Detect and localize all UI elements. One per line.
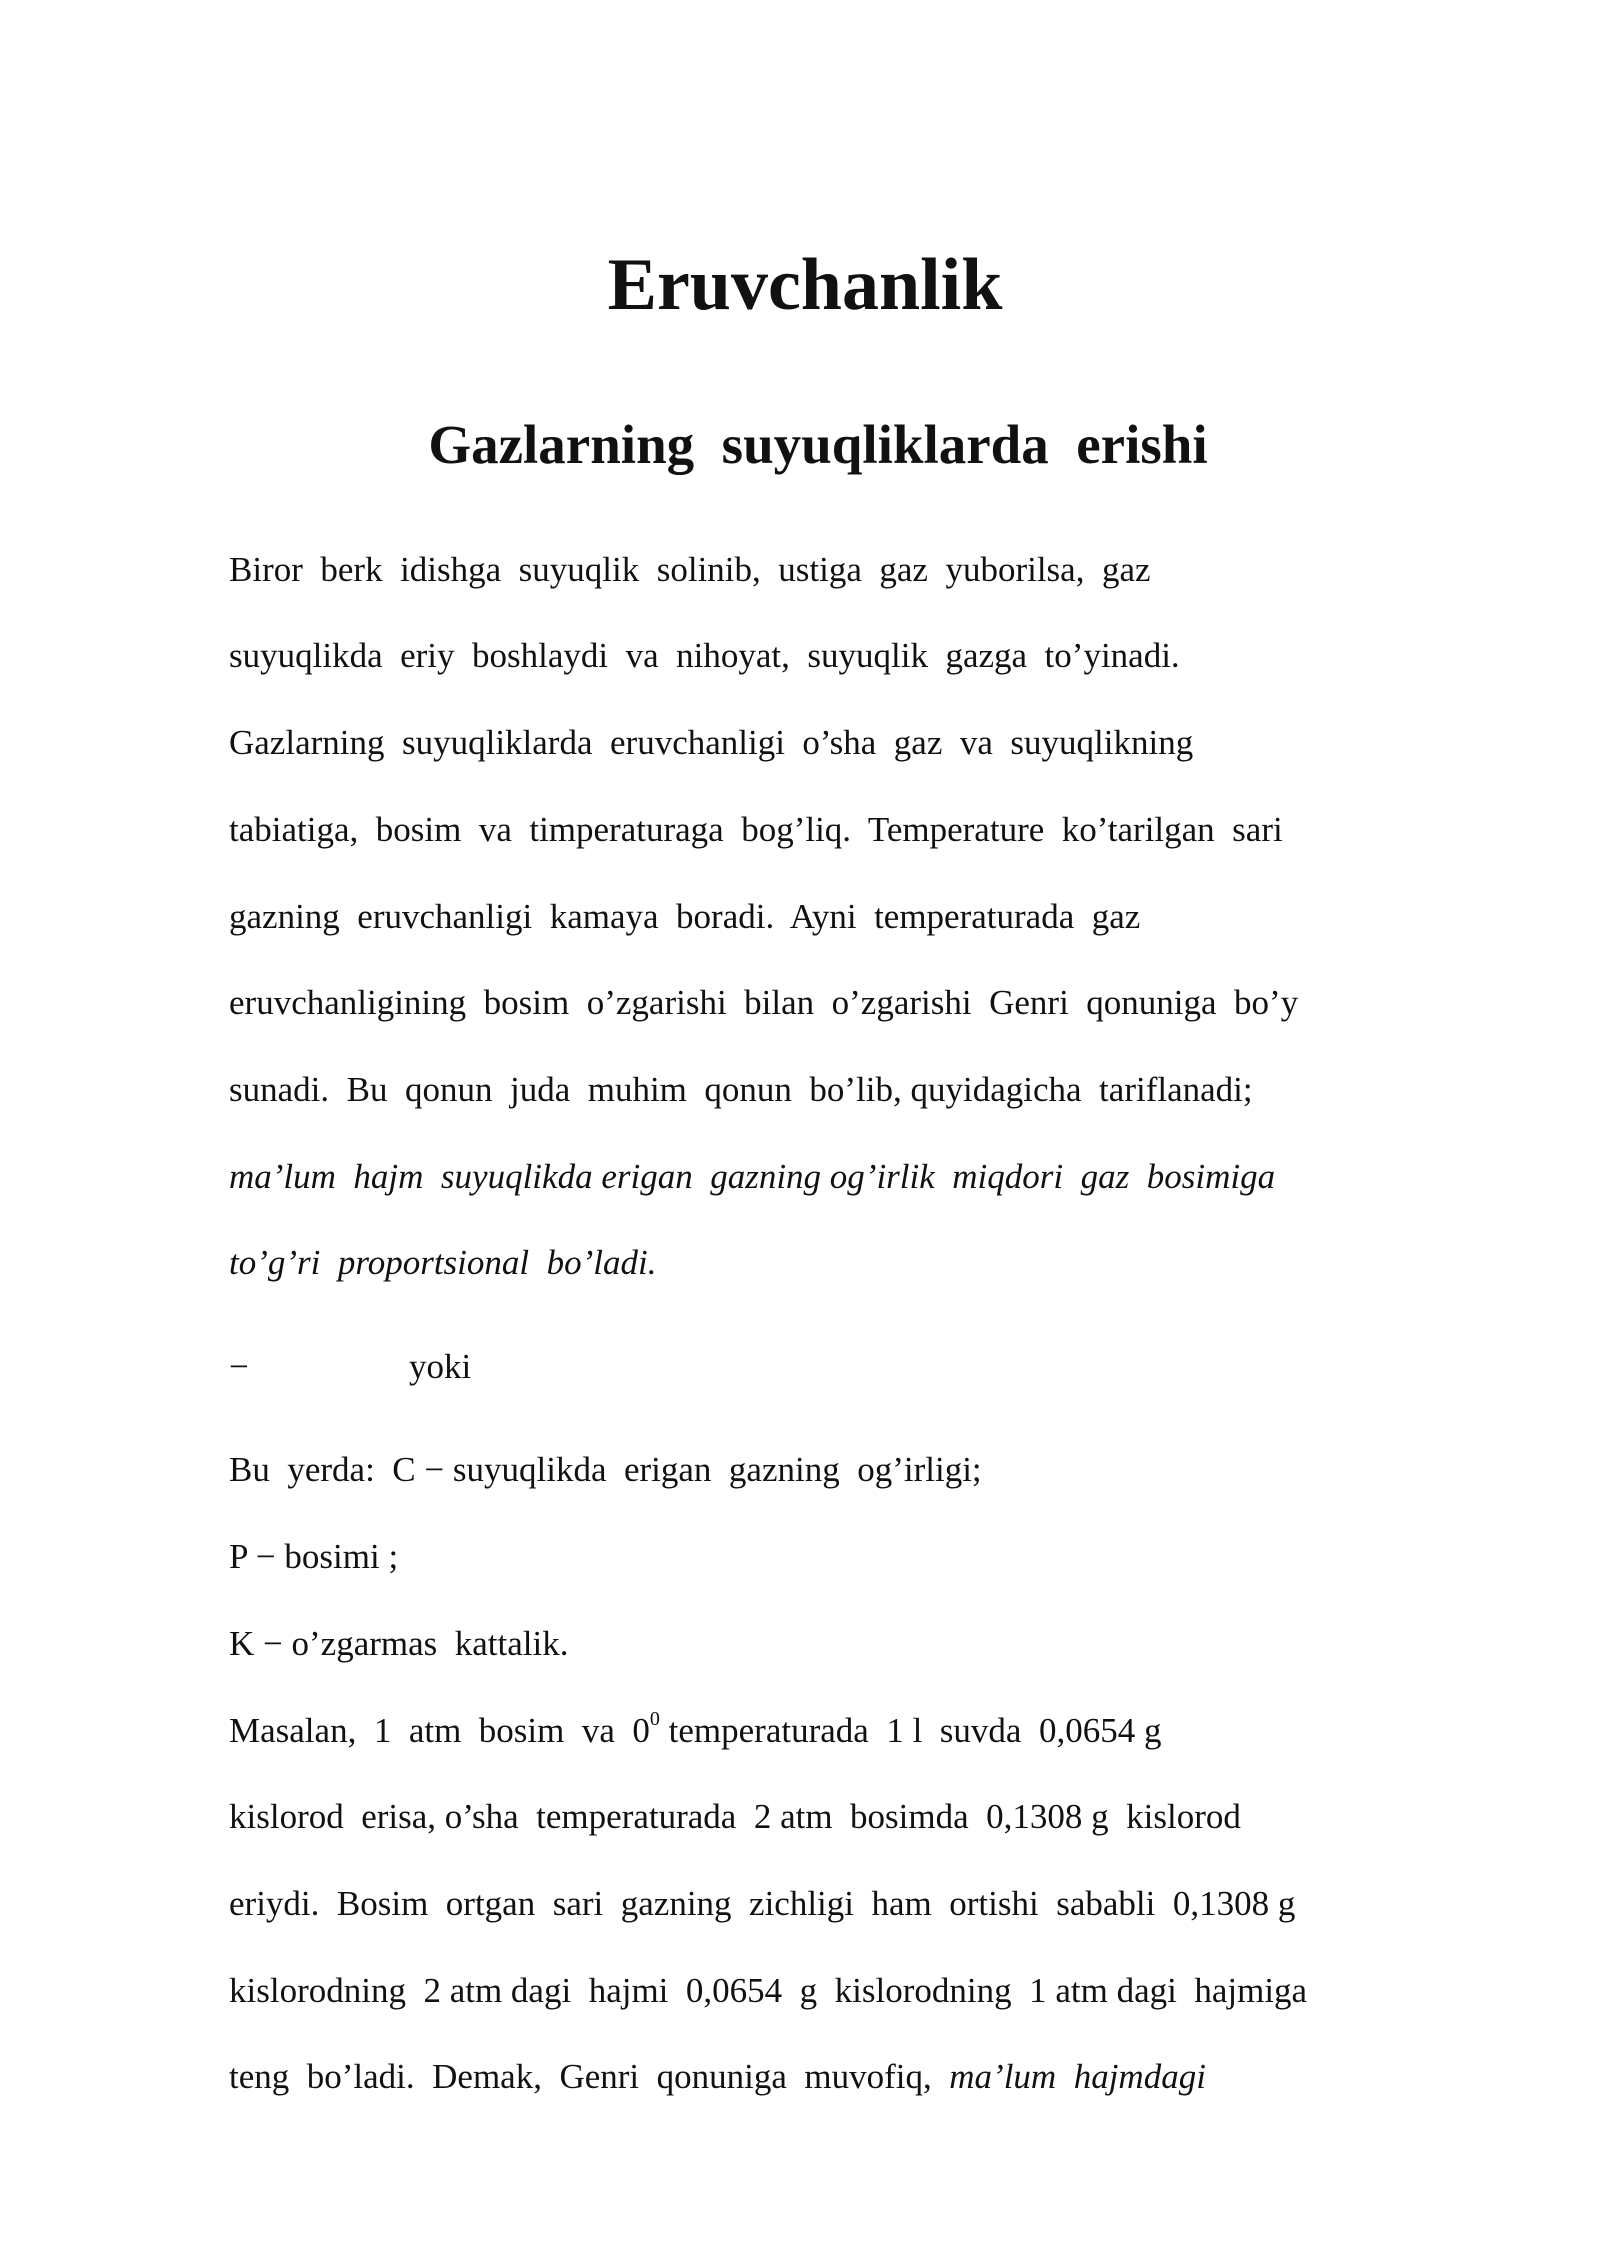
definition-line: P − bosimi ; [229, 1537, 399, 1576]
paragraph-line: gazning eruvchanligi kamaya boradi. Ayni temperaturada gaz [229, 897, 1141, 936]
example-text: Masalan, 1 atm bosim va 0 [229, 1711, 650, 1750]
definition-line: K − o’zgarmas kattalik. [229, 1624, 569, 1663]
formula-dash: − [229, 1347, 249, 1386]
example-italic-text: ma’lum hajmdagi [949, 2057, 1206, 2096]
law-statement-line: ma’lum hajm suyuqlikda erigan gazning og’irlik miqdori gaz bosimiga [229, 1157, 1276, 1196]
paragraph-line: tabiatiga, bosim va timperaturaga bog’liq. Temperature ko’tarilgan sari [229, 810, 1283, 849]
paragraph-line: eruvchanligining bosim o’zgarishi bilan o’zgarishi Genri qonuniga bo’y [229, 983, 1299, 1022]
law-statement-line: to’g’ri proportsional bo’ladi. [229, 1243, 657, 1282]
definition-line: Bu yerda: C − suyuqlikda erigan gazning og’irligi; [229, 1450, 982, 1489]
paragraph-line: suyuqlikda eriy boshlaydi va nihoyat, suyuqlik gazga to’yinadi. [229, 636, 1180, 675]
paragraph-line: Biror berk idishga suyuqlik solinib, ustiga gaz yuborilsa, gaz [229, 550, 1151, 589]
example-text: teng bo’ladi. Demak, Genri qonuniga muvofiq, [229, 2057, 950, 2096]
example-line [229, 1709, 1161, 1753]
example-line: kislorodning 2 atm dagi hajmi 0,0654 g kislorodning 1 atm dagi hajmiga [229, 1971, 1308, 2010]
example-line: kislorod erisa, o’sha temperaturada 2 atm bosimda 0,1308 g kislorod [229, 1797, 1241, 1836]
formula-yoki: yoki [409, 1347, 472, 1386]
paragraph-line: Gazlarning suyuqliklarda eruvchanligi o’sha gaz va suyuqlikning [229, 723, 1194, 762]
example-line [229, 2055, 1206, 2099]
section-subtitle: Gazlarning suyuqliklarda erishi [428, 414, 1208, 475]
example-text: temperaturada 1 l suvda 0,0654 g [659, 1711, 1162, 1750]
page-title: Eruvchanlik [607, 244, 1003, 326]
paragraph-line: sunadi. Bu qonun juda muhim qonun bo’lib, quyidagicha tariflanadi; [229, 1070, 1253, 1109]
degree-superscript: 0 [649, 1708, 660, 1731]
example-line: eriydi. Bosim ortgan sari gazning zichligi ham ortishi sababli 0,1308 g [229, 1884, 1296, 1923]
